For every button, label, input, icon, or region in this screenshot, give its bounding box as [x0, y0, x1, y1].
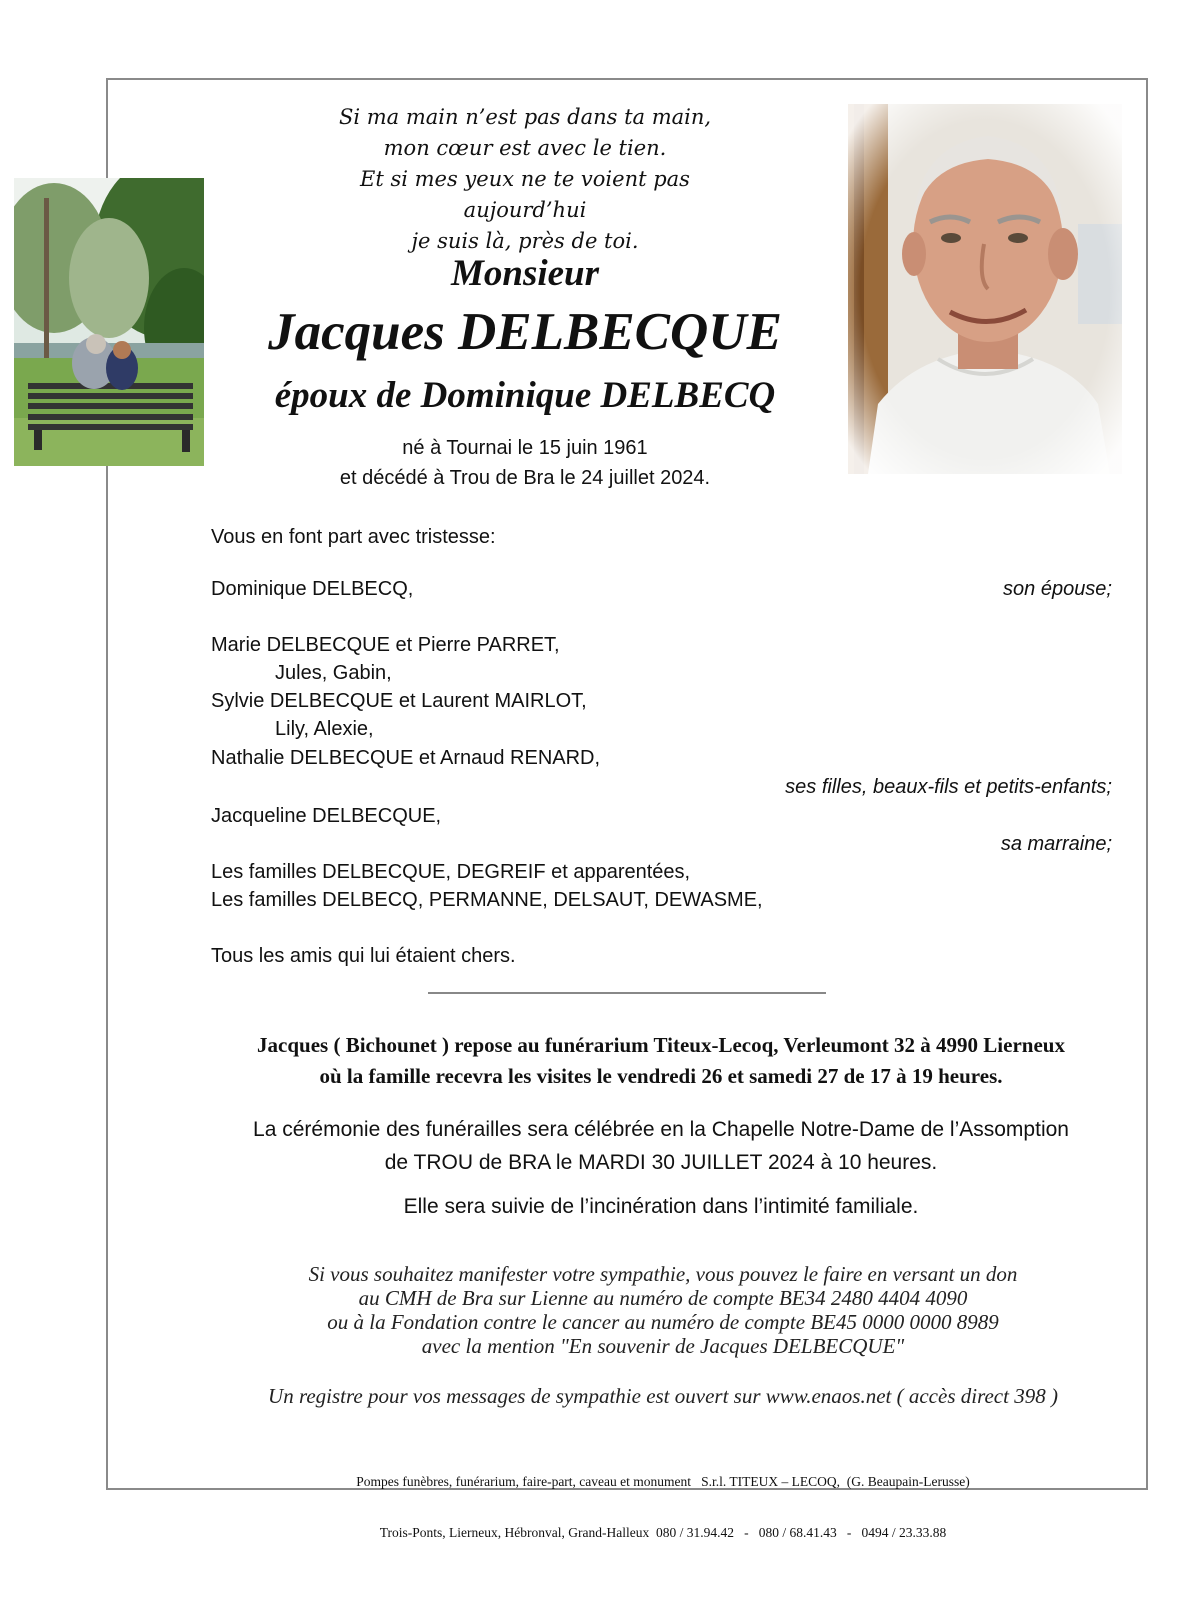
donation-line: avec la mention "En souvenir de Jacques DELBECQUE" — [421, 1334, 905, 1358]
section-divider — [428, 992, 826, 994]
couple-on-bench-photo — [14, 178, 204, 466]
footer-line: Trois-Ponts, Lierneux, Hébronval, Grand-Halleux 080 / 31.94.42 - 080 / 68.41.43 - 0494 / 23.33.88 — [379, 1525, 947, 1540]
poem-line: Si ma main n’est pas dans ta main, — [338, 105, 712, 129]
announcement-intro: Vous en font part avec tristesse: — [211, 526, 496, 548]
footer-line: Pompes funèbres, funérarium, faire-part, caveau et monument S.r.l. TITEUX – LECOQ, (G. Beaupain-Lerusse) — [356, 1474, 970, 1489]
death-line: et décédé à Trou de Bra le 24 juillet 2024. — [339, 467, 711, 489]
deceased-name: Jacques DELBECQUE — [268, 303, 782, 361]
birth-death-dates — [275, 433, 775, 493]
donation-line: Si vous souhaitez manifester votre sympathie, vous pouvez le faire en versant un don — [308, 1262, 1018, 1286]
family-line: Les familles DELBECQUE, DEGREIF et apparentées, — [211, 861, 691, 883]
cremation-line: Elle sera suivie de l’incinération dans l’intimité familiale. — [403, 1195, 919, 1218]
poem-line: Et si mes yeux ne te voient pas aujourd’hui — [360, 167, 690, 222]
godmother-relation: sa marraine; — [1000, 833, 1112, 855]
poem-line: je suis là, près de toi. — [411, 229, 639, 253]
grandchildren-line: Lily, Alexie, — [275, 718, 374, 740]
ceremony-info — [150, 1113, 1172, 1179]
friends-line: Tous les amis qui lui étaient chers. — [211, 945, 516, 967]
grandchildren-line: Jules, Gabin, — [275, 662, 392, 684]
visitation-info — [150, 1030, 1172, 1092]
donation-info — [150, 1262, 1176, 1358]
visitation-line: Jacques ( Bichounet ) repose au funérarium Titeux-Lecoq, Verleumont 32 à 4990 Lierneux — [257, 1033, 1065, 1057]
children-relation: ses filles, beaux-fils et petits-enfants; — [785, 776, 1112, 798]
child-line: Sylvie DELBECQUE et Laurent MAIRLOT, — [211, 690, 587, 712]
spouse-name: Dominique DELBECQ, — [211, 578, 414, 600]
poem — [300, 102, 750, 257]
ceremony-line: de TROU de BRA le MARDI 30 JUILLET 2024 à 10 heures. — [384, 1151, 938, 1174]
donation-line: ou à la Fondation contre le cancer au numéro de compte BE45 0000 0000 8989 — [327, 1310, 999, 1334]
child-line: Nathalie DELBECQUE et Arnaud RENARD, — [211, 747, 601, 769]
godmother-name: Jacqueline DELBECQUE, — [211, 805, 442, 827]
ceremony-line: La cérémonie des funérailles sera célébrée en la Chapelle Notre-Dame de l’Assomption — [253, 1118, 1069, 1141]
honorific: Monsieur — [450, 253, 600, 294]
portrait-photo — [848, 104, 1122, 474]
child-line: Marie DELBECQUE et Pierre PARRET, — [211, 634, 560, 656]
family-line: Les familles DELBECQ, PERMANNE, DELSAUT, DEWASME, — [211, 889, 763, 911]
donation-line: au CMH de Bra sur Lienne au numéro de compte BE34 2480 4404 4090 — [358, 1286, 968, 1310]
funeral-home-footer — [150, 1439, 1176, 1558]
online-register-line: Un registre pour vos messages de sympathie est ouvert sur www.enaos.net ( accès direct 398 ) — [268, 1384, 1058, 1408]
spouse-relation: son épouse; — [1003, 578, 1112, 600]
spouse-line: époux de Dominique DELBECQ — [274, 375, 776, 416]
birth-line: né à Tournai le 15 juin 1961 — [402, 437, 648, 459]
visitation-line: où la famille recevra les visites le vendredi 26 et samedi 27 de 17 à 19 heures. — [319, 1064, 1003, 1088]
poem-line: mon cœur est avec le tien. — [383, 136, 667, 160]
